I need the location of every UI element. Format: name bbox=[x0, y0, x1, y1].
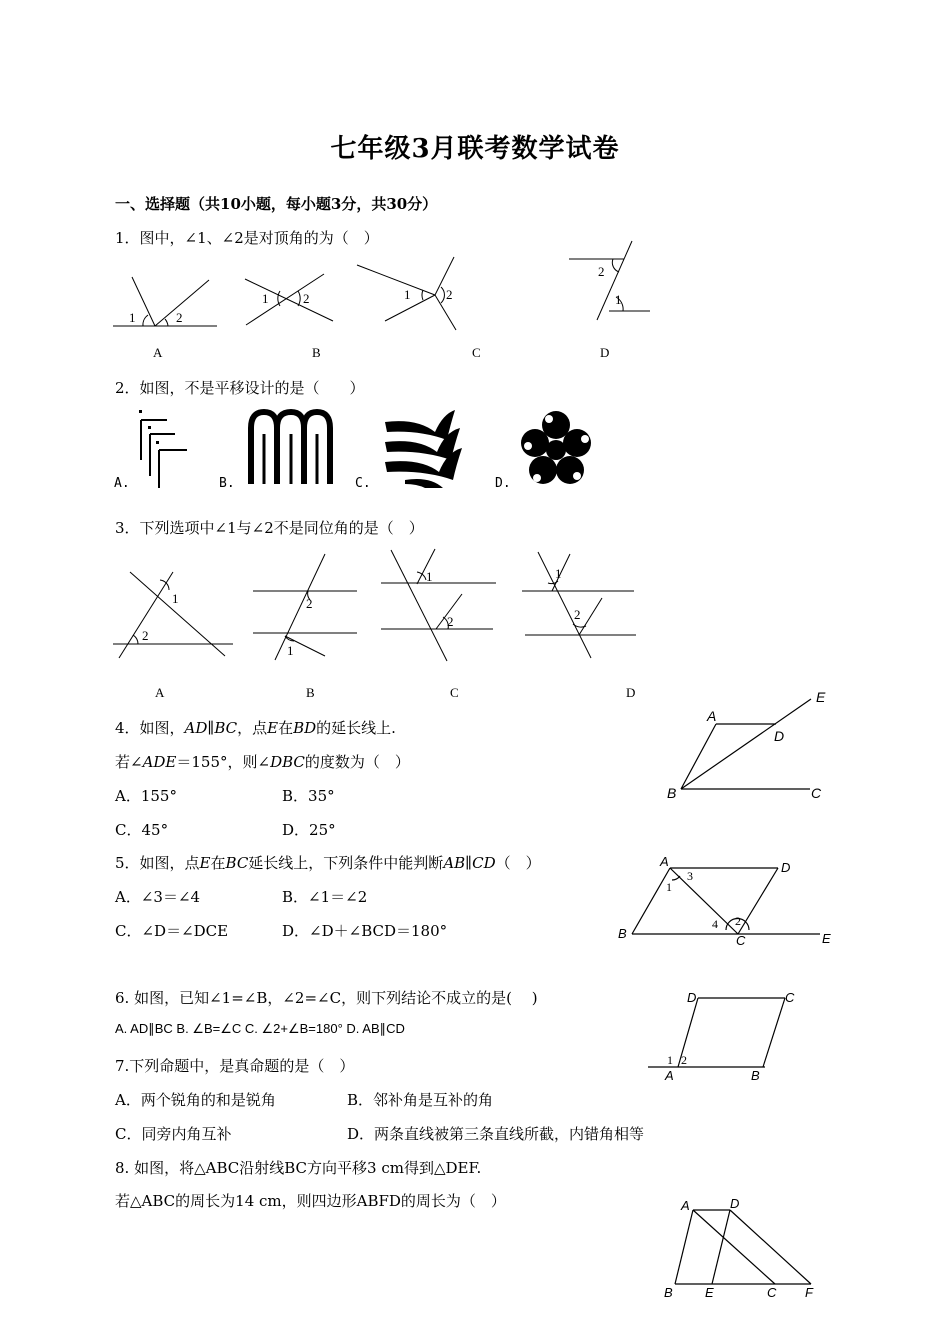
q1-figures bbox=[105, 235, 675, 365]
q2-caption-c: C. bbox=[355, 476, 371, 491]
q2-caption-a: A. bbox=[114, 476, 130, 491]
q2-caption-d: D. bbox=[495, 476, 511, 491]
svg-text:1: 1 bbox=[555, 566, 562, 581]
q5-angle-3: 3 bbox=[687, 869, 693, 883]
q7-option-b[interactable]: B．邻补角是互补的角 bbox=[347, 1091, 494, 1109]
q5-option-d[interactable]: D．∠D＋∠BCD＝180° bbox=[282, 922, 448, 940]
q7-option-a[interactable]: A．两个锐角的和是锐角 bbox=[115, 1091, 276, 1109]
q1-figure-a bbox=[113, 277, 217, 326]
q3-caption-b: B bbox=[306, 685, 315, 700]
q2-stem: 2．如图，不是平移设计的是（ ） bbox=[115, 379, 365, 397]
svg-text:1: 1 bbox=[404, 287, 411, 302]
q4-stem: 4．如图，AD∥BC，点E在BD的延长线上. bbox=[115, 719, 396, 737]
q7-option-c[interactable]: C．同旁内角互补 bbox=[115, 1125, 232, 1143]
svg-text:2: 2 bbox=[142, 628, 149, 643]
q1-stem: 1．图中，∠1、∠2是对顶角的为（ ） bbox=[115, 229, 379, 247]
q4-label-e: E bbox=[816, 689, 826, 705]
q8-stem-line2: 若△ABC的周长为14 cm，则四边形ABFD的周长为（ ） bbox=[115, 1192, 506, 1210]
q5-angle-2: 2 bbox=[735, 914, 741, 928]
q1-figure-d bbox=[569, 241, 650, 320]
q2-figure-b bbox=[251, 412, 330, 484]
q8-label-c: C bbox=[767, 1285, 777, 1300]
q4-label-c: C bbox=[811, 785, 822, 801]
svg-text:2: 2 bbox=[446, 287, 453, 302]
q5-angle-4: 4 bbox=[712, 917, 718, 931]
q6-angle-2: 2 bbox=[681, 1053, 687, 1067]
q7-option-d[interactable]: D．两条直线被第三条直线所截，内错角相等 bbox=[347, 1125, 645, 1143]
svg-text:2: 2 bbox=[598, 264, 605, 279]
q8-label-d: D bbox=[730, 1196, 740, 1211]
q5-label-d: D bbox=[781, 860, 791, 875]
q5-option-c[interactable]: C．∠D＝∠DCE bbox=[115, 922, 229, 940]
q6-angle-1: 1 bbox=[667, 1053, 673, 1067]
q3-caption-d: D bbox=[626, 685, 636, 700]
q5-label-e: E bbox=[822, 931, 831, 946]
q4-condition: 若∠ADE＝155°，则∠DBC的度数为（ ） bbox=[115, 753, 410, 771]
q3-caption-a: A bbox=[155, 685, 165, 700]
q5-figure bbox=[612, 850, 837, 950]
q1-caption-b: B bbox=[312, 345, 321, 360]
q4-figure bbox=[660, 685, 840, 805]
q5-angle-1: 1 bbox=[666, 880, 672, 894]
q5-option-a[interactable]: A．∠3＝∠4 bbox=[115, 888, 201, 906]
q5-stem: 5．如图，点E在BC延长线上，下列条件中能判断AB∥CD（ ） bbox=[115, 854, 541, 872]
q1-caption-d: D bbox=[600, 345, 610, 360]
q6-label-a: A bbox=[665, 1068, 674, 1083]
q1-caption-c: C bbox=[472, 345, 481, 360]
svg-text:1: 1 bbox=[287, 643, 294, 658]
q8-label-f: F bbox=[805, 1285, 813, 1300]
q5-label-b: B bbox=[618, 926, 627, 941]
svg-text:1: 1 bbox=[426, 569, 433, 584]
section-heading: 一、选择题（共10小题，每小题3分，共30分） bbox=[115, 195, 438, 213]
q2-caption-b: B. bbox=[219, 476, 235, 491]
svg-text:2: 2 bbox=[176, 310, 183, 325]
q6-label-b: B bbox=[751, 1068, 760, 1083]
q3-caption-c: C bbox=[450, 685, 459, 700]
q7-stem: 7.下列命题中，是真命题的是（ ） bbox=[115, 1057, 355, 1075]
q4-option-a[interactable]: A．155° bbox=[115, 787, 177, 805]
q1-figure-c bbox=[357, 257, 456, 330]
q6-label-d: D bbox=[687, 990, 697, 1005]
q6-options[interactable]: A. AD∥BC B. ∠B=∠C C. ∠2+∠B=180° D. AB∥CD bbox=[115, 1021, 405, 1036]
svg-text:1: 1 bbox=[262, 291, 269, 306]
q8-label-a: A bbox=[681, 1198, 690, 1213]
q8-stem-line1: 8. 如图，将△ABC沿射线BC方向平移3 cm得到△DEF. bbox=[115, 1159, 482, 1177]
q4-option-b[interactable]: B．35° bbox=[282, 787, 335, 805]
q4-label-b: B bbox=[667, 785, 677, 801]
svg-text:1: 1 bbox=[129, 310, 136, 325]
q2-figure-c bbox=[385, 410, 462, 488]
q4-option-d[interactable]: D．25° bbox=[282, 821, 336, 839]
svg-text:1: 1 bbox=[172, 591, 179, 606]
q3-figure-a bbox=[113, 572, 233, 658]
q5-label-a: A bbox=[660, 854, 669, 869]
q1-figure-b bbox=[245, 274, 333, 325]
q8-label-b: B bbox=[664, 1285, 673, 1300]
q6-label-c: C bbox=[785, 990, 795, 1005]
q6-figure bbox=[645, 985, 805, 1085]
q3-stem: 3．下列选项中∠1与∠2不是同位角的是（ ） bbox=[115, 519, 424, 537]
q4-label-d: D bbox=[774, 728, 785, 744]
q6-stem: 6. 如图，已知∠1=∠B，∠2=∠C，则下列结论不成立的是( ) bbox=[115, 989, 538, 1007]
svg-text:2: 2 bbox=[574, 607, 581, 622]
svg-text:2: 2 bbox=[306, 596, 313, 611]
q1-caption-a: A bbox=[153, 345, 163, 360]
q3-figure-d bbox=[522, 552, 636, 658]
q3-figure-c bbox=[381, 549, 496, 661]
q4-option-c[interactable]: C．45° bbox=[115, 821, 169, 839]
q4-label-a: A bbox=[707, 708, 717, 724]
svg-text:2: 2 bbox=[447, 614, 454, 629]
q8-figure bbox=[655, 1193, 825, 1303]
q2-figure-d bbox=[521, 411, 591, 484]
svg-text:1: 1 bbox=[615, 292, 622, 307]
svg-text:2: 2 bbox=[303, 291, 310, 306]
q3-figure-b bbox=[253, 554, 357, 660]
q3-figures bbox=[105, 540, 645, 670]
page-title: 七年级3月联考数学试卷 bbox=[330, 134, 620, 164]
q5-option-b[interactable]: B．∠1＝∠2 bbox=[282, 888, 368, 906]
q5-label-c: C bbox=[736, 933, 746, 948]
q8-label-e: E bbox=[705, 1285, 714, 1300]
q2-figure-a bbox=[139, 410, 187, 488]
